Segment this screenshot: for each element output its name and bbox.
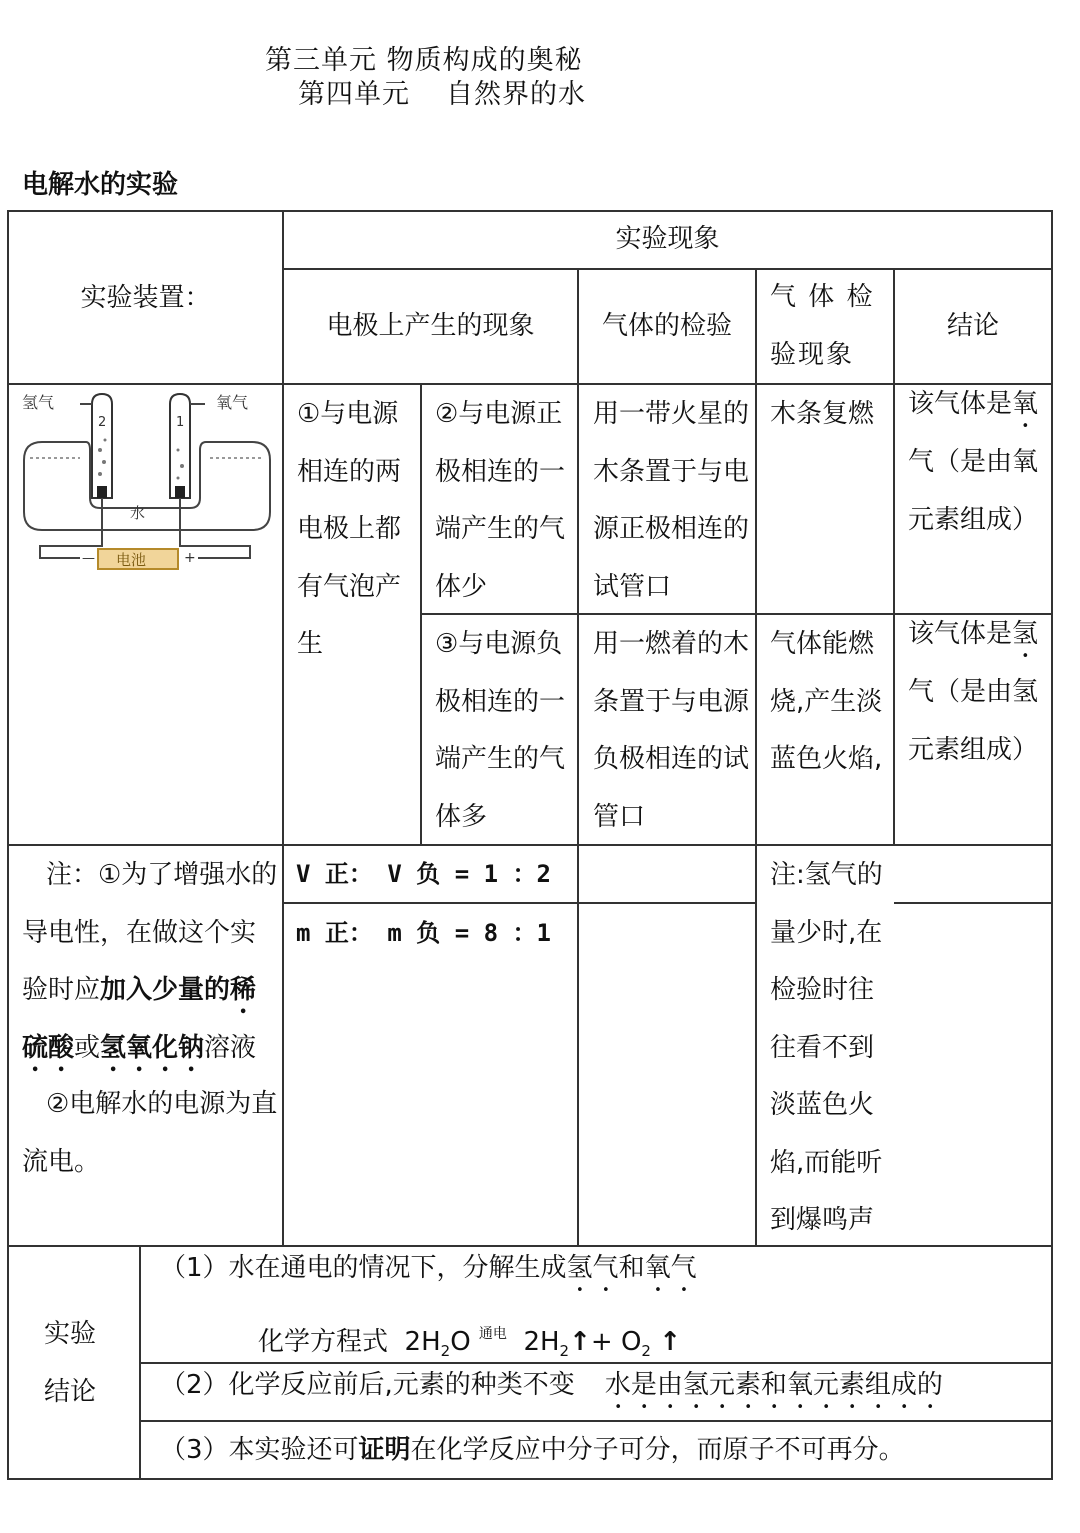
note-hydrogen-test: 注:氢气的量少时,在检验时往往看不到淡蓝色火焰,而能听到爆鸣声 [770, 860, 883, 1235]
hydrogen-label: 氢气 [22, 393, 55, 412]
negative-gas-test: 用一燃着的木条置于与电源负极相连的试管口 [593, 629, 750, 832]
oxygen-label: 氧气 [216, 393, 249, 412]
phenomena-header: 实验现象 [615, 224, 720, 254]
battery-label: 电池 [116, 551, 147, 569]
positive-test-result: 木条复燃 [770, 399, 875, 429]
conclusion-3: （3）本实验还可证明在化学反应中分子可分，而原子不可再分。 [160, 1435, 905, 1465]
minus-sign: — [82, 551, 95, 566]
water-label: 水 [130, 504, 146, 522]
tube-left-number: 2 [98, 415, 107, 430]
unit-title-1: 第三单元 物质构成的奥秘 [265, 45, 583, 76]
tube-right-number: 1 [176, 415, 185, 430]
electrode-common-phenomenon: ①与电源相连的两电极上都有气泡产生 [297, 399, 402, 659]
negative-conclusion: 该气体是氢气（是由氢元素组成） [908, 619, 1039, 765]
plus-sign: + [184, 550, 196, 566]
conclusion-1: （1）水在通电的情况下，分解生成氢气和氧气 [160, 1253, 697, 1283]
mass-ratio: m 正： m 负 = 8 ：1 [296, 919, 551, 947]
section-title: 电解水的实验 [22, 170, 179, 200]
unit-title-2: 第四单元 自然界的水 [298, 79, 586, 110]
conclusion-2: （2）化学反应前后,元素的种类不变 水是由氢元素和氧元素组成的 [160, 1370, 943, 1400]
positive-phenomenon: ②与电源正极相连的一端产生的气体少 [435, 399, 566, 602]
note-conductivity: 注：①为了增强水的导电性，在做这个实验时应加入少量的稀硫酸或氢氧化钠溶液 [22, 860, 278, 1063]
note-dc-power: ②电解水的电源为直流电。 [22, 1089, 278, 1177]
volume-ratio: V 正： V 负 = 1 ：2 [296, 860, 551, 888]
electrolysis-apparatus-diagram [20, 390, 275, 575]
positive-gas-test: 用一带火星的木条置于与电源正极相连的试管口 [593, 399, 750, 602]
col-test-phenomenon-header: 气 体 检 验现象 [770, 282, 875, 370]
negative-test-result: 气体能燃烧,产生淡蓝色火焰, [770, 629, 883, 774]
device-label: 实验装置： [80, 283, 211, 313]
positive-conclusion: 该气体是氧气（是由氧元素组成） [908, 389, 1039, 535]
col-electrode-header: 电极上产生的现象 [326, 311, 535, 341]
col-gas-test-header: 气体的检验 [601, 311, 732, 341]
conclusion-label: 实验结论 [44, 1319, 97, 1407]
col-conclusion-header: 结论 [946, 311, 999, 341]
chemical-equation: 化学方程式 $2H_2O$ $^{通电}$ $2H_2↑+ O_2$ ↑ [258, 1326, 682, 1361]
negative-phenomenon: ③与电源负极相连的一端产生的气体多 [435, 629, 566, 832]
